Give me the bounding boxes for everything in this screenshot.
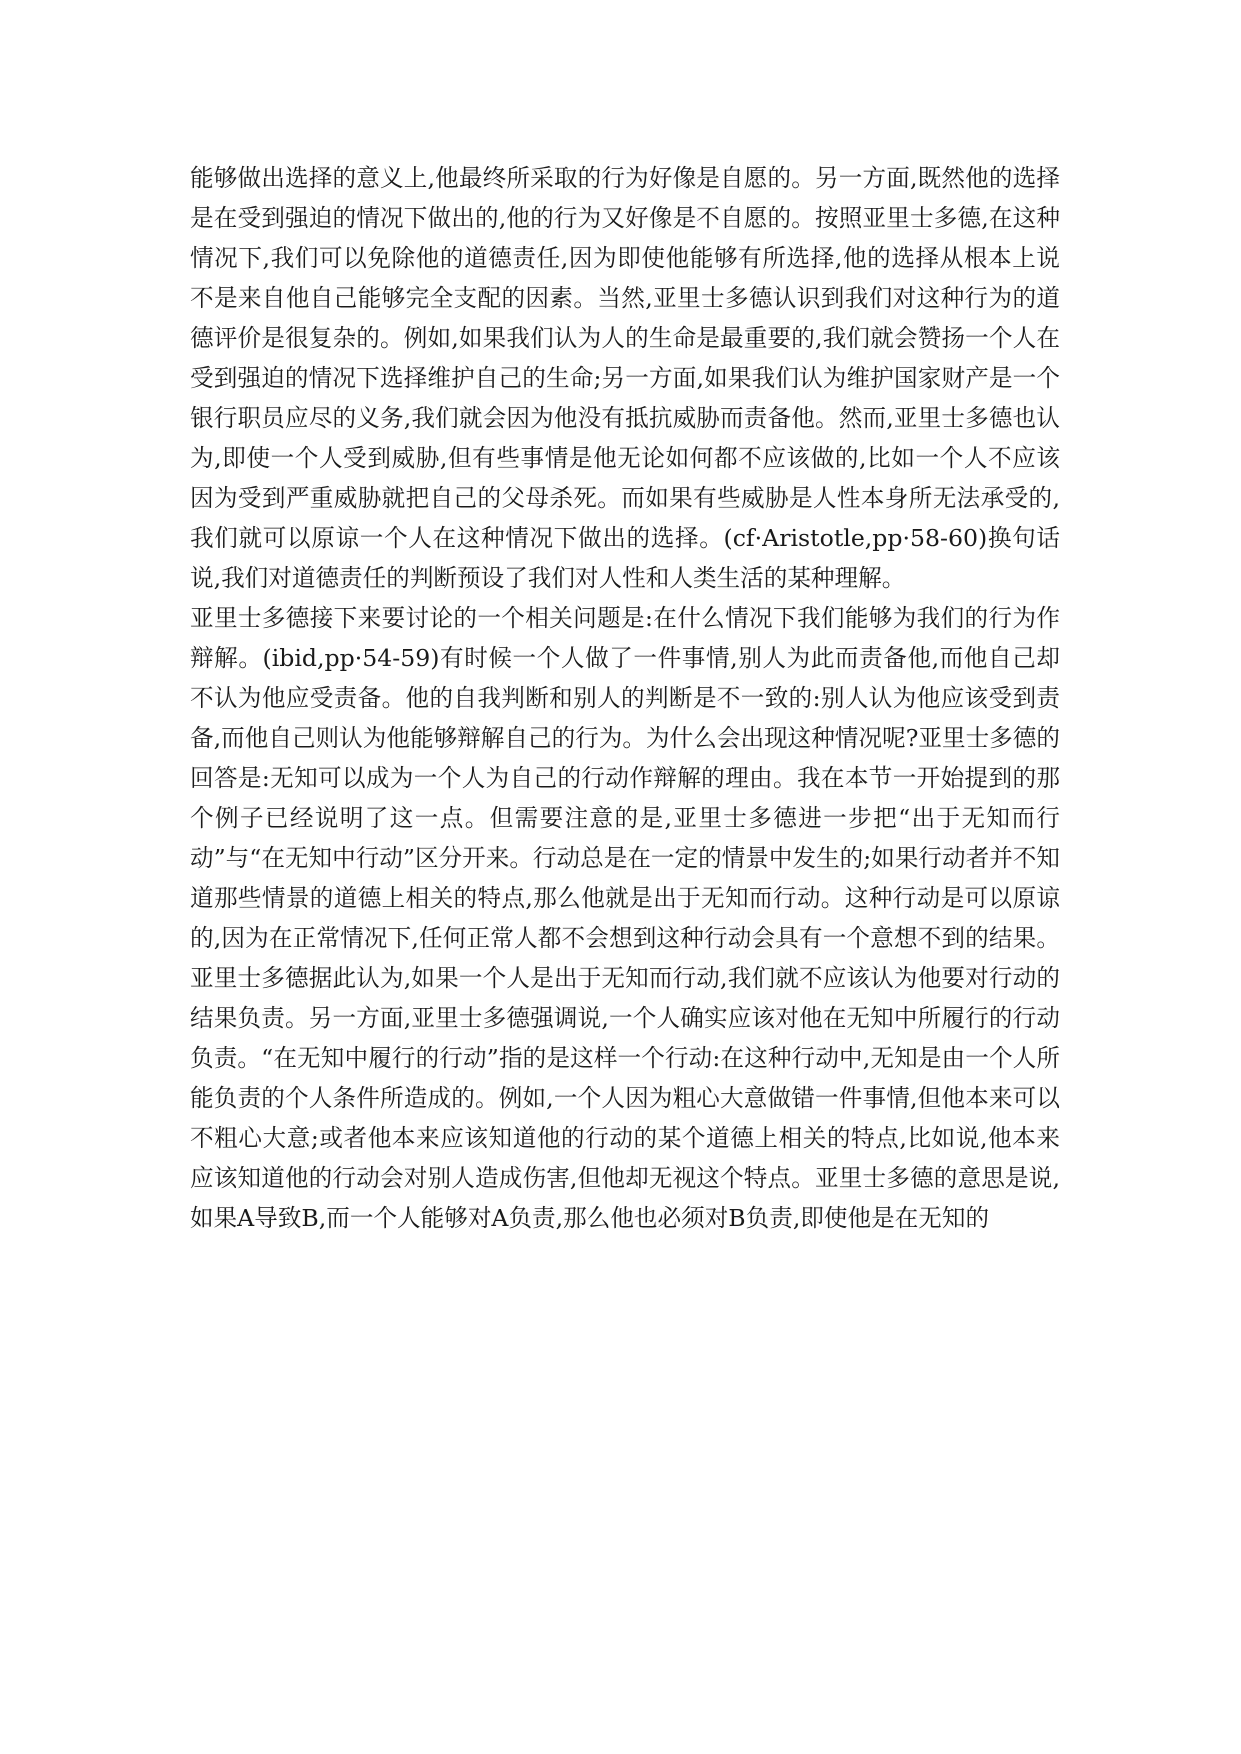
body-text bbox=[190, 158, 1060, 1238]
paragraph-1: 能够做出选择的意义上,他最终所采取的行为好像是自愿的。另一方面,既然他的选择是在受到强迫的情况下做出的,他的行为又好像是不自愿的。按照亚里士多德,在这种情况下,我们可以免除他的道德责任,因为即使他能够有所选择,他的选择从根本上说不是来自他自己能够完全支配的因素。当然,亚里士多德认识到我们对这种行为的道德评价是很复杂的。例如,如果我们认为人的生命是最重要的,我们就会赞扬一个人在受到强迫的情况下选择维护自己的生命;另一方面,如果我们认为维护国家财产是一个银行职员应尽的义务,我们就会因为他没有抵抗威胁而责备他。然而,亚里士多德也认为,即使一个人受到威胁,但有些事情是他无论如何都不应该做的,比如一个人不应该因为受到严重威胁就把自己的父母杀死。而如果有些威胁是人性本身所无法承受的,我们就可以原谅一个人在这种情况下做出的选择。(cf·Aristotle,pp·58-60)换句话说,我们对道德责任的判断预设了我们对人性和人类生活的某种理解。 bbox=[190, 164, 1060, 592]
paragraph-2: 亚里士多德接下来要讨论的一个相关问题是:在什么情况下我们能够为我们的行为作辩解。(ibid,pp·54-59)有时候一个人做了一件事情,别人为此而责备他,而他自己却不认为他应受责备。他的自我判断和别人的判断是不一致的:别人认为他应该受到责备,而他自己则认为他能够辩解自己的行为。为什么会出现这种情况呢?亚里士多德的回答是:无知可以成为一个人为自己的行动作辩解的理由。我在本节一开始提到的那个例子已经说明了这一点。但需要注意的是,亚里士多德进一步把“出于无知而行动”与“在无知中行动”区分开来。行动总是在一定的情景中发生的;如果行动者并不知道那些情景的道德上相关的特点,那么他就是出于无知而行动。这种行动是可以原谅的,因为在正常情况下,任何正常人都不会想到这种行动会具有一个意想不到的结果。亚里士多德据此认为,如果一个人是出于无知而行动,我们就不应该认为他要对行动的结果负责。另一方面,亚里士多德强调说,一个人确实应该对他在无知中所履行的行动负责。“在无知中履行的行动”指的是这样一个行动:在这种行动中,无知是由一个人所能负责的个人条件所造成的。例如,一个人因为粗心大意做错一件事情,但他本来可以不粗心大意;或者他本来应该知道他的行动的某个道德上相关的特点,比如说,他本来应该知道他的行动会对别人造成伤害,但他却无视这个特点。亚里士多德的意思是说,如果A导致B,而一个人能够对A负责,那么他也必须对B负责,即使他是在无知的 bbox=[190, 604, 1060, 1232]
